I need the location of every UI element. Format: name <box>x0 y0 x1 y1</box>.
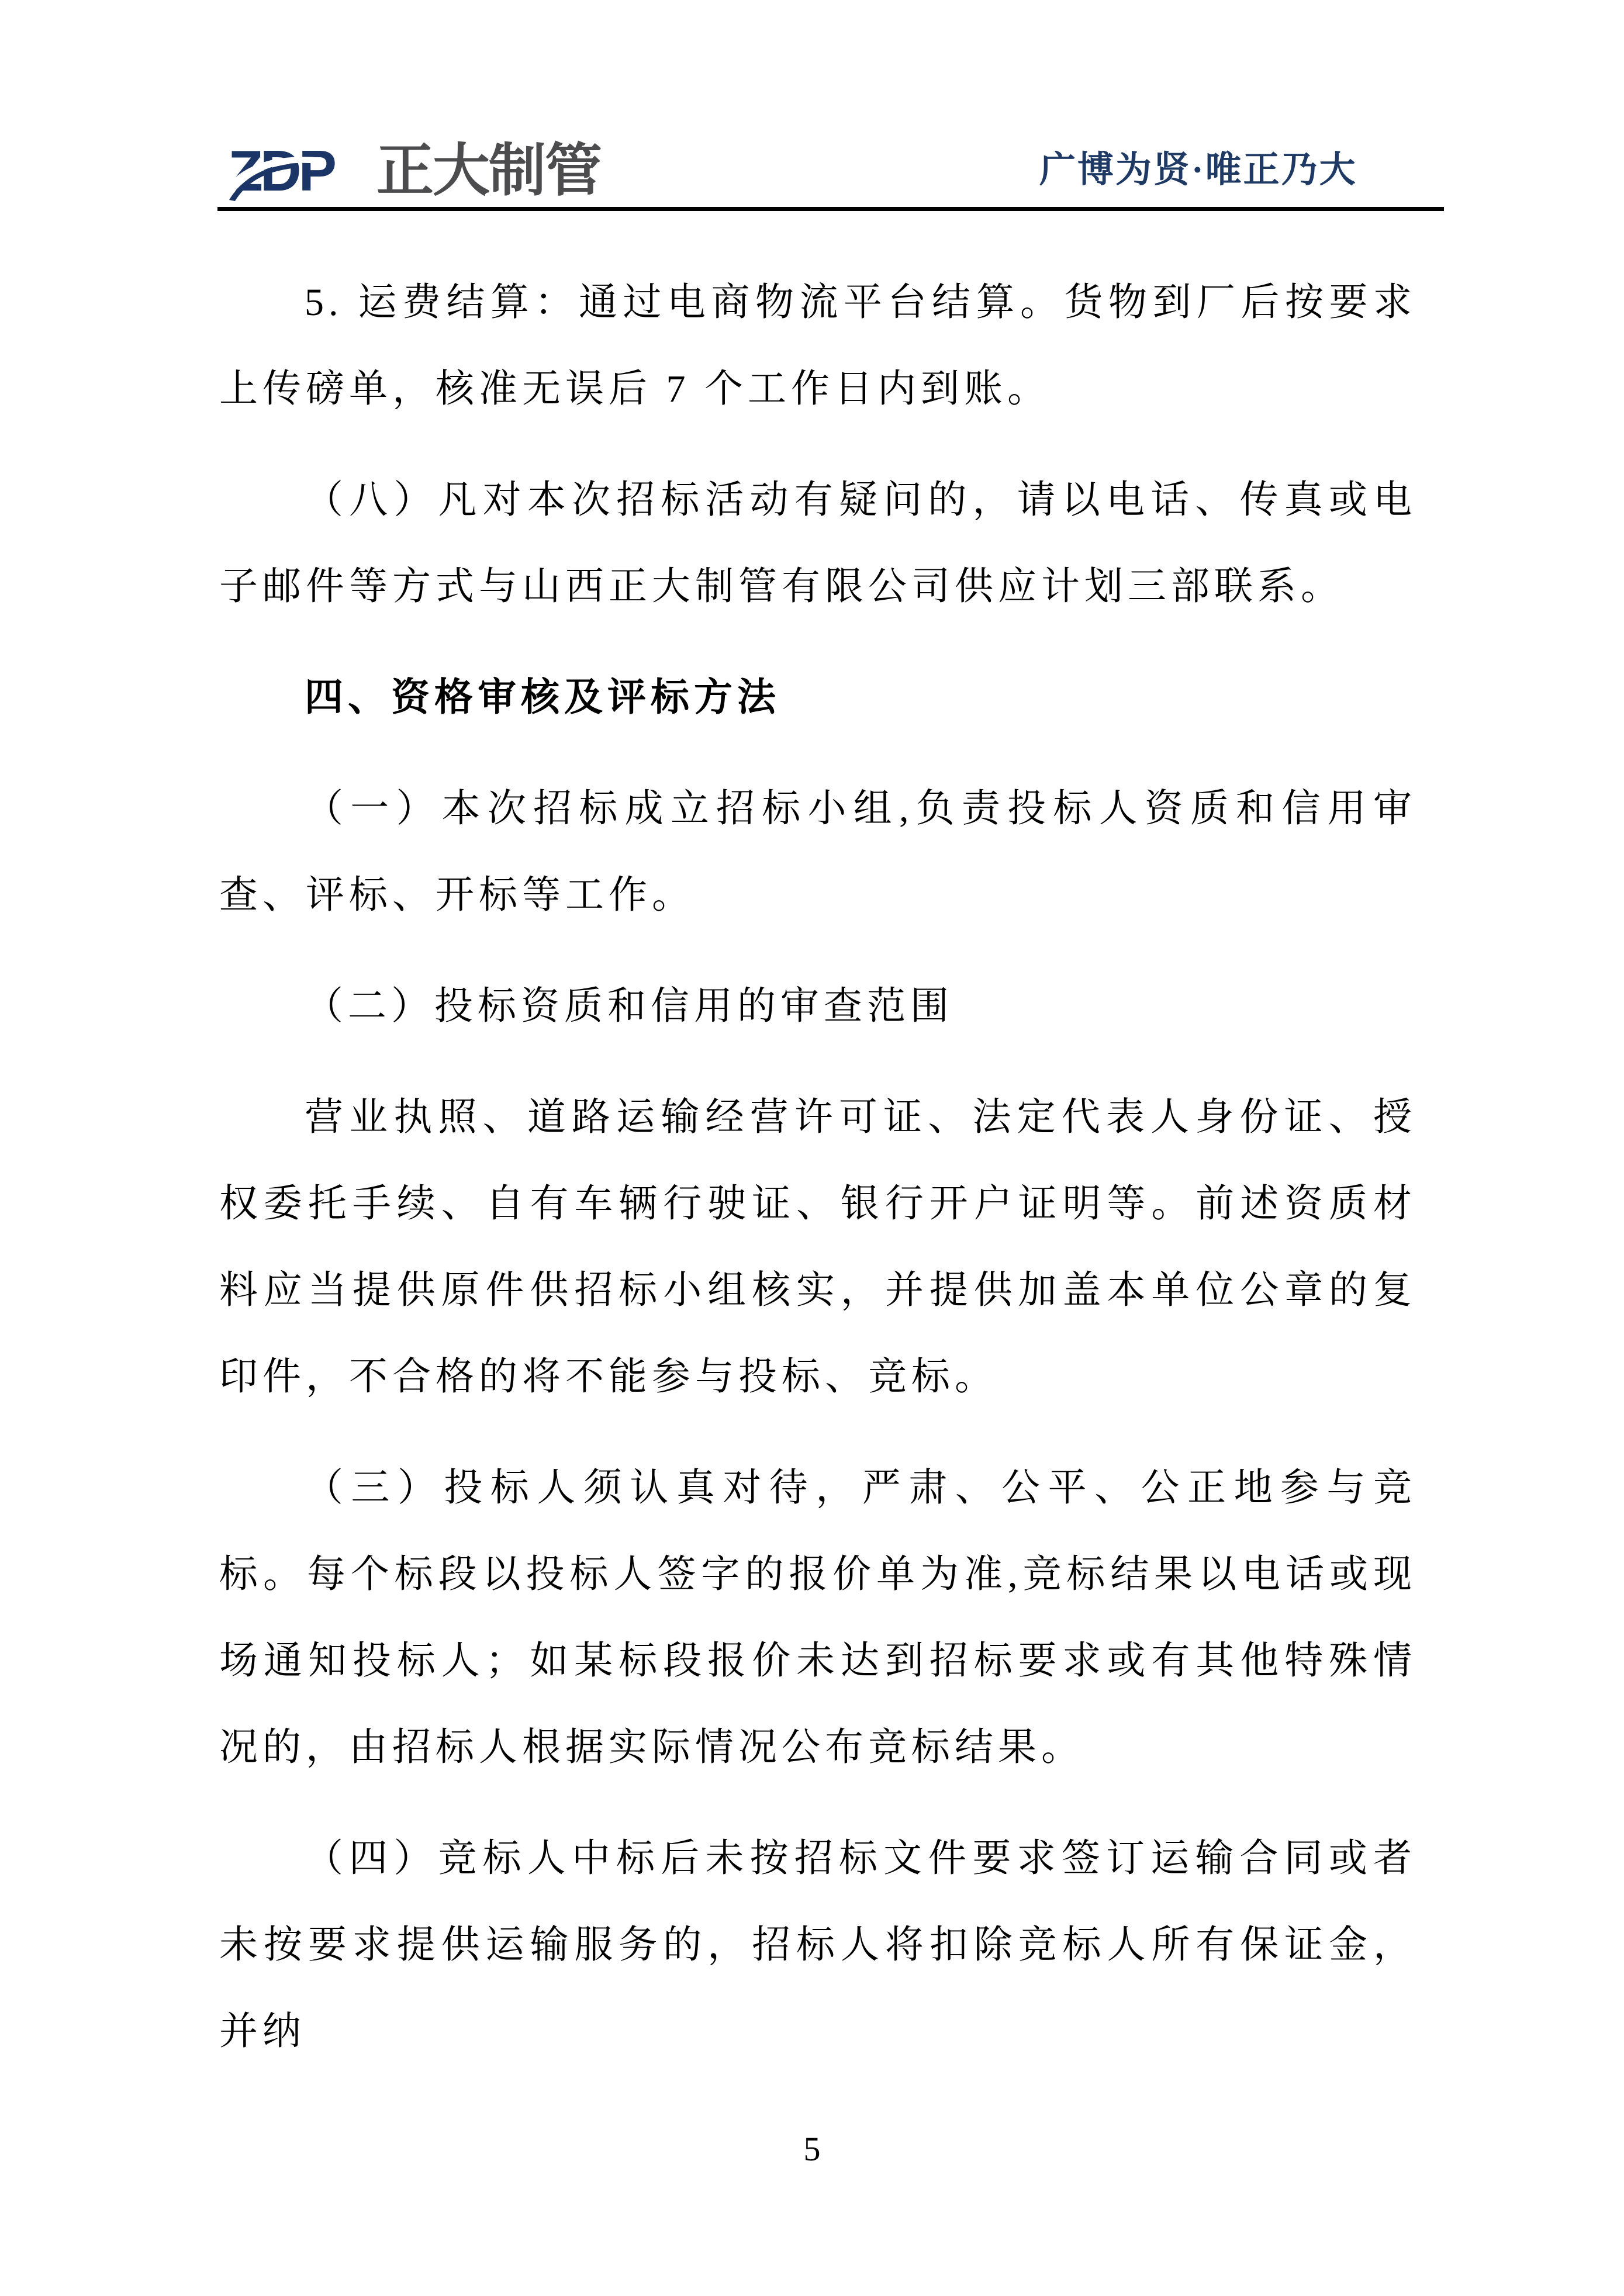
paragraph-penalty-clause: （四）竞标人中标后未按招标文件要求签订运输合同或者未按要求提供运输服务的，招标人将扣除竞标人所有保证金，并纳 <box>219 1837 1416 2053</box>
paragraph-freight-settlement: 5. 运费结算：通过电商物流平台结算。货物到厂后按要求上传磅单，核准无误后 7 个工作日内到账。 <box>219 281 1416 410</box>
paragraph-required-documents: 营业执照、道路运输经营许可证、法定代表人身份证、授权委托手续、自有车辆行驶证、银行开户证明等。前述资质材料应当提供原件供招标小组核实，并提供加盖本单位公章的复印件，不合格的将不能参与投标、竞标。 <box>219 1096 1416 1398</box>
paragraph-bidding-group: （一）本次招标成立招标小组,负责投标人资质和信用审查、评标、开标等工作。 <box>219 787 1416 917</box>
header-divider <box>217 207 1444 211</box>
svg-text:ZDP: ZDP <box>228 139 334 203</box>
page-number: 5 <box>803 2130 821 2168</box>
paragraph-review-scope-title: （二）投标资质和信用的审查范围 <box>305 985 953 1028</box>
paragraph-contact-info: （八）凡对本次招标活动有疑问的，请以电话、传真或电子邮件等方式与山西正大制管有限公司供应计划三部联系。 <box>219 479 1416 608</box>
header-slogan: 广博为贤·唯正乃大 <box>1039 150 1357 190</box>
section-heading-qualification-review: 四、资格审核及评标方法 <box>305 676 780 719</box>
page-header <box>0 0 1624 234</box>
paragraph-bidding-conduct: （三）投标人须认真对待，严肃、公平、公正地参与竞标。每个标段以投标人签字的报价单为准,竞标结果以电话或现场通知投标人；如某标段报价未达到招标要求或有其他特殊情况的，由招标人根据实际情况公布竞标结果。 <box>219 1467 1416 1769</box>
document-body <box>219 211 1416 2100</box>
company-name: 正大制管 <box>376 138 602 202</box>
zdp-logo-icon <box>228 139 368 203</box>
